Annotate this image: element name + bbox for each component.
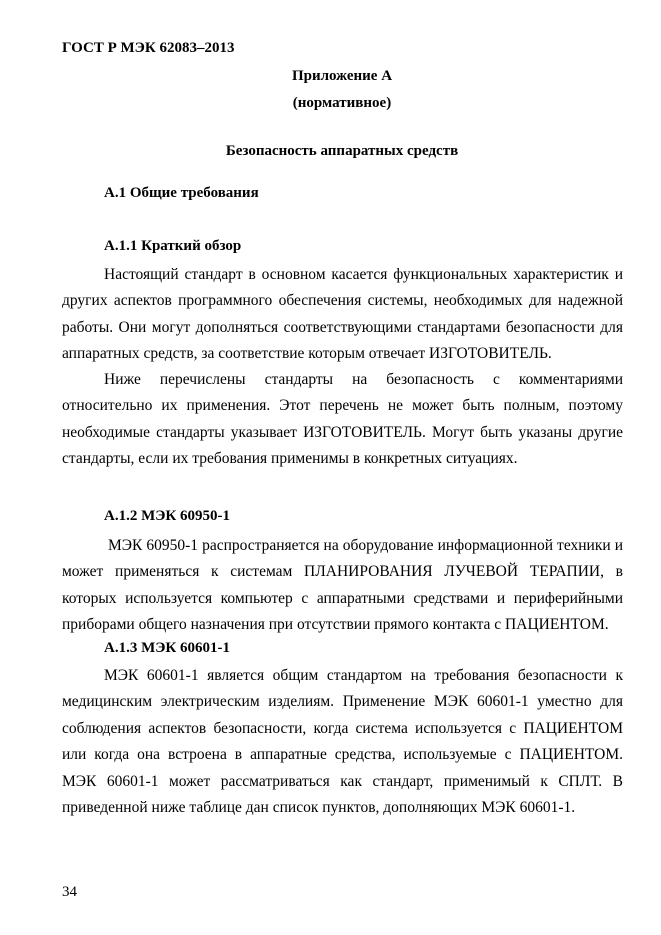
section-a11-paragraph-1: Настоящий стандарт в основном касается функциональных характеристик и других аспектов программного обеспечения системы, необходимых для надежной работы. Они могут дополняться соответствующими стандартами безопасности для аппаратных средств, за соответствие которым отвечает ИЗГОТОВИТЕЛЬ. xyxy=(62,266,623,363)
section-a13-paragraph-1: МЭК 60601-1 является общим стандартом на требования безопасности к медицинским электрическим изделиям. Применение МЭК 60601-1 уместно для соблюдения аспектов безопасности, когда система используется с ПАЦИЕНТОМ или когда она встроена в аппаратные средства, используемые с ПАЦИЕНТОМ. МЭК 60601-1 может рассматриваться как стандарт, применимый к СПЛТ. В приведенной ниже таблице дан список пунктов, дополняющих МЭК 60601-1. xyxy=(62,667,623,817)
section-a13-heading: А.1.3 МЭК 60601-1 xyxy=(104,640,231,656)
section-a11-paragraph-2: Ниже перечислены стандарты на безопасность с комментариями относительно их применения. Этот перечень не может быть полным, поэтому необходимые стандарты указывает ИЗГОТОВИТЕЛЬ. Могут быть указаны другие стандарты, если их требования применимы в конкретных ситуациях. xyxy=(62,371,623,468)
section-a11-heading: А.1.1 Краткий обзор xyxy=(104,238,242,254)
section-a12-paragraph-1: МЭК 60950-1 распространяется на оборудование информационной техники и может применяться к системам ПЛАНИРОВАНИЯ ЛУЧЕВОЙ ТЕРАПИИ, в которых используется компьютер с аппаратными средствами и периферийными приборами общего назначения при отсутствии прямого контакта с ПАЦИЕНТОМ. xyxy=(62,537,623,634)
annex-title: Приложение А xyxy=(291,68,393,84)
section-a1-heading: А.1 Общие требования xyxy=(104,185,259,201)
standard-header: ГОСТ Р МЭК 62083–2013 xyxy=(62,40,235,56)
annex-status: (нормативное) xyxy=(292,95,392,111)
page-number: 34 xyxy=(62,884,77,900)
annex-subject: Безопасность аппаратных средств xyxy=(225,143,459,159)
section-a12-heading: А.1.2 МЭК 60950-1 xyxy=(104,508,231,524)
